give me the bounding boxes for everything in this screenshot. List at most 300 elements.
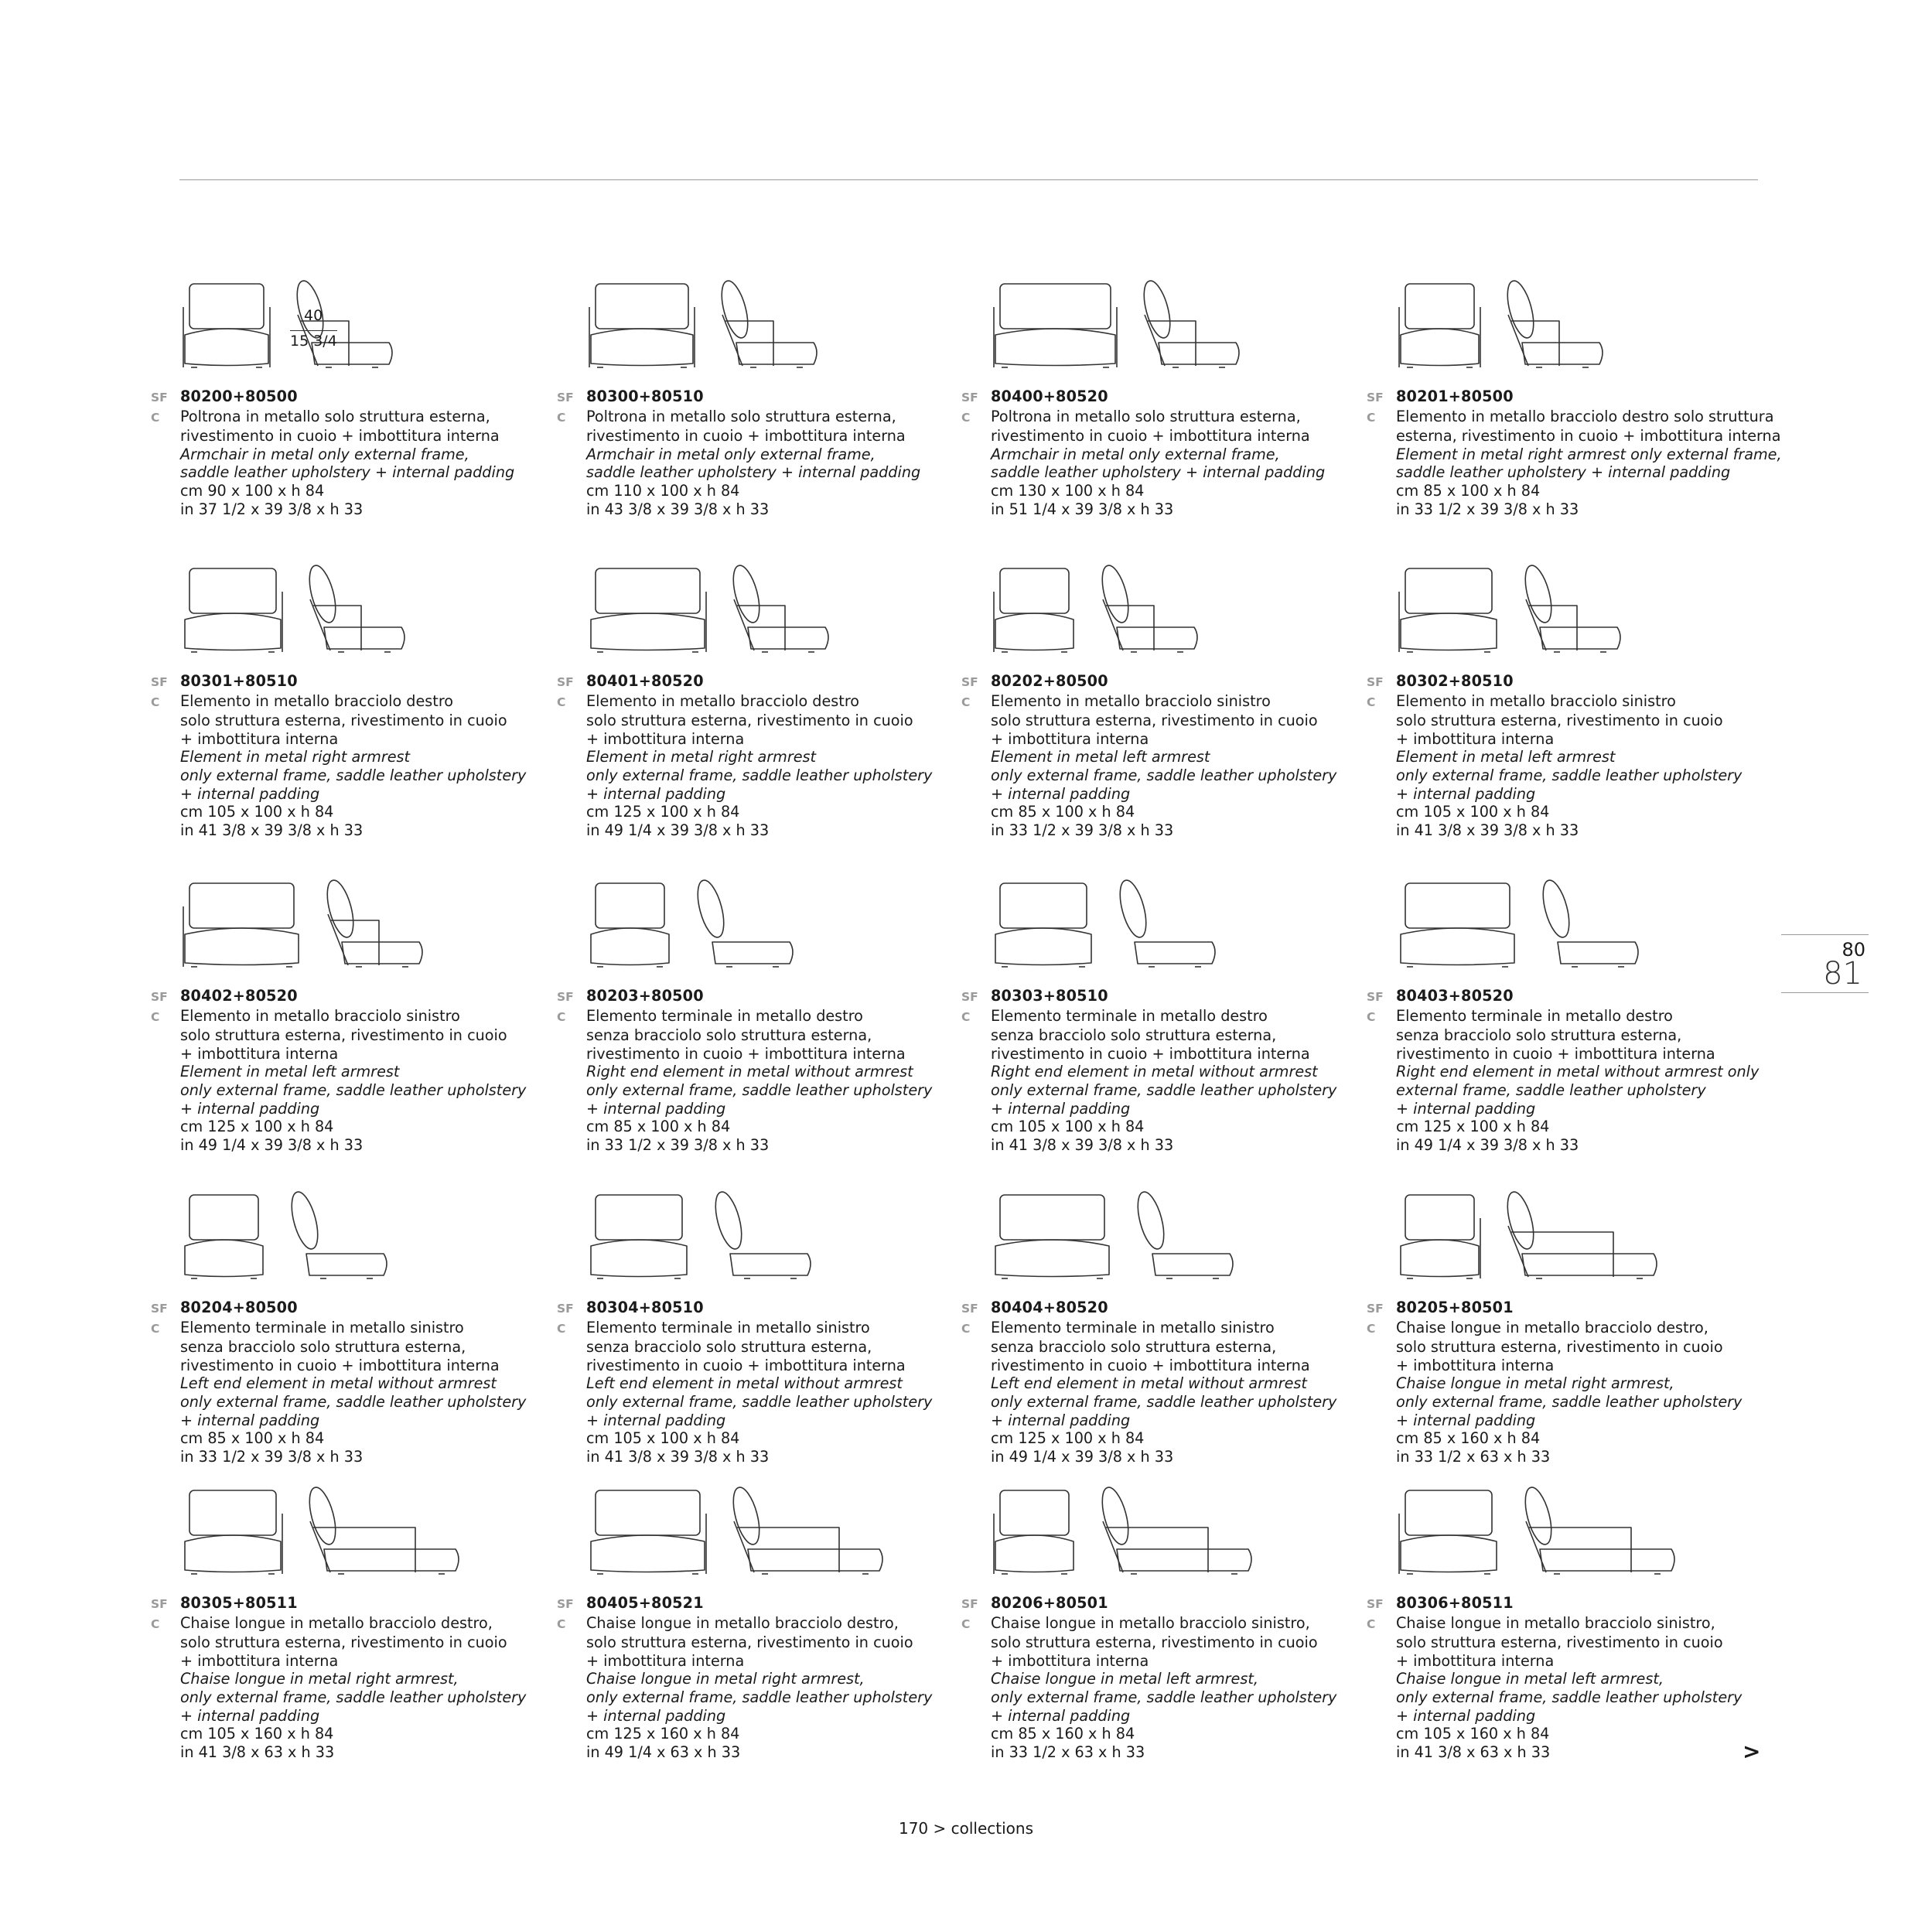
description-en: saddle leather upholstery + internal padding xyxy=(1396,463,1731,482)
description-en: + internal padding xyxy=(180,784,320,803)
c-tag: C xyxy=(961,1321,971,1336)
tag-spacer xyxy=(557,1081,586,1100)
description-it: solo struttura esterna, rivestimento in cuoio xyxy=(180,1026,507,1045)
sf-tag: SF xyxy=(961,1597,978,1611)
tag-spacer xyxy=(961,427,991,445)
description-en: only external frame, saddle leather upholstery xyxy=(180,766,527,784)
description-en: Left end element in metal without armrest xyxy=(586,1374,903,1393)
c-tag: C xyxy=(1367,410,1376,425)
product-code: 80306+80511 xyxy=(1396,1594,1514,1612)
sf-tag: SF xyxy=(1367,1302,1384,1316)
description-en: Chaise longue in metal right armrest, xyxy=(586,1670,865,1688)
product-drawings xyxy=(961,1481,1348,1589)
sf-tag: SF xyxy=(151,391,168,404)
c-tag: C xyxy=(1367,1009,1376,1024)
description-en: + internal padding xyxy=(1396,1411,1536,1429)
dimensions-cm: cm 85 x 100 x h 84 xyxy=(586,1118,731,1136)
description-en: + internal padding xyxy=(991,1099,1131,1118)
product-description xyxy=(1367,387,1782,518)
dimension-top: 40 xyxy=(304,307,323,324)
description-it: + imbottitura interna xyxy=(1396,1651,1555,1670)
product-code: 80301+80510 xyxy=(180,672,298,690)
description-it: senza bracciolo solo struttura esterna, xyxy=(586,1026,872,1045)
description-en: Armchair in metal only external frame, xyxy=(180,445,469,463)
tag-spacer xyxy=(1367,785,1396,804)
product-drawings xyxy=(1367,275,1753,383)
dimensions-cm: cm 105 x 100 x h 84 xyxy=(180,803,334,821)
tag-spacer xyxy=(1367,766,1396,785)
c-tag: C xyxy=(151,410,160,425)
sofa-line-drawing xyxy=(1367,874,1753,982)
product-description xyxy=(961,1299,1348,1466)
description-en: Element in metal right armrest xyxy=(180,748,411,766)
tag-spacer xyxy=(1367,1338,1396,1357)
product-drawings xyxy=(151,275,538,383)
tag-spacer xyxy=(557,482,586,500)
sofa-line-drawing xyxy=(557,275,944,383)
dimensions-cm: cm 105 x 160 x h 84 xyxy=(1396,1725,1550,1743)
dimensions-in: in 49 1/4 x 39 3/8 x h 33 xyxy=(586,821,770,839)
description-it: rivestimento in cuoio + imbottitura interna xyxy=(991,1356,1310,1374)
tag-spacer xyxy=(557,785,586,804)
description-it: Elemento in metallo bracciolo sinistro xyxy=(180,1006,460,1025)
description-en: Right end element in metal without armrest xyxy=(991,1063,1318,1081)
sf-tag: SF xyxy=(961,990,978,1004)
tag-spacer xyxy=(151,1026,180,1045)
sofa-line-drawing xyxy=(1367,1186,1753,1294)
description-it: rivestimento in cuoio + imbottitura interna xyxy=(586,427,906,445)
description-en: only external frame, saddle leather upholstery xyxy=(586,1392,933,1411)
description-en: + internal padding xyxy=(586,784,726,803)
product-drawings xyxy=(961,275,1348,383)
description-it: Elemento terminale in metallo destro xyxy=(991,1006,1268,1025)
tag-spacer xyxy=(151,712,180,730)
dimensions-in: in 33 1/2 x 63 x h 33 xyxy=(1396,1447,1551,1466)
tag-spacer xyxy=(151,500,180,519)
description-en: + internal padding xyxy=(1396,1706,1536,1725)
tag-spacer xyxy=(961,1338,991,1357)
product-code: 80400+80520 xyxy=(991,387,1108,405)
sofa-line-drawing xyxy=(151,275,538,383)
product-description xyxy=(151,1594,538,1761)
sofa-line-drawing xyxy=(1367,1481,1753,1589)
description-it: rivestimento in cuoio + imbottitura interna xyxy=(586,1356,906,1374)
tag-spacer xyxy=(557,1670,586,1688)
description-en: Left end element in metal without armrest xyxy=(991,1374,1307,1393)
tag-spacer xyxy=(151,1670,180,1688)
tag-spacer xyxy=(1367,1026,1396,1045)
product-item xyxy=(151,275,538,518)
dimensions-cm: cm 90 x 100 x h 84 xyxy=(180,481,325,500)
description-it: solo struttura esterna, rivestimento in cuoio xyxy=(180,1633,507,1652)
page-rule-top xyxy=(1781,934,1869,935)
description-it: senza bracciolo solo struttura esterna, xyxy=(991,1026,1277,1045)
description-en: Element in metal left armrest xyxy=(180,1063,400,1081)
c-tag: C xyxy=(151,1009,160,1024)
tag-spacer xyxy=(1367,1136,1396,1155)
product-code: 80403+80520 xyxy=(1396,987,1514,1005)
tag-spacer xyxy=(557,1118,586,1136)
sf-tag: SF xyxy=(557,391,574,404)
description-en: Armchair in metal only external frame, xyxy=(991,445,1280,463)
description-en: only external frame, saddle leather upholstery xyxy=(991,1080,1337,1099)
description-it: senza bracciolo solo struttura esterna, xyxy=(586,1338,872,1357)
product-item xyxy=(151,1481,538,1761)
product-drawings xyxy=(1367,1481,1753,1589)
description-it: Elemento terminale in metallo destro xyxy=(586,1006,863,1025)
description-it: Elemento in metallo bracciolo destro solo struttura xyxy=(1396,407,1774,425)
description-it: esterna, rivestimento in cuoio + imbottitura interna xyxy=(1396,427,1781,445)
product-item xyxy=(1367,1186,1753,1466)
description-it: solo struttura esterna, rivestimento in cuoio xyxy=(180,712,507,730)
tag-spacer xyxy=(557,1743,586,1762)
tag-spacer xyxy=(557,766,586,785)
tag-spacer xyxy=(1367,1063,1396,1081)
product-item xyxy=(557,874,944,1154)
description-en: + internal padding xyxy=(180,1099,320,1118)
tag-spacer xyxy=(961,766,991,785)
page-number-even: 80 xyxy=(1842,939,1865,961)
tag-spacer xyxy=(961,1743,991,1762)
tag-spacer xyxy=(151,730,180,749)
dimensions-in: in 33 1/2 x 39 3/8 x h 33 xyxy=(1396,500,1579,518)
sf-tag: SF xyxy=(961,675,978,689)
product-drawings xyxy=(1367,559,1753,667)
product-drawings xyxy=(557,275,944,383)
sf-tag: SF xyxy=(151,1597,168,1611)
description-en: only external frame, saddle leather upholstery xyxy=(1396,766,1743,784)
tag-spacer xyxy=(557,1393,586,1411)
sf-tag: SF xyxy=(151,1302,168,1316)
dimensions-in: in 49 1/4 x 39 3/8 x h 33 xyxy=(1396,1135,1579,1154)
product-item xyxy=(961,559,1348,839)
tag-spacer xyxy=(557,748,586,766)
description-it: Chaise longue in metallo bracciolo destro, xyxy=(1396,1318,1708,1336)
dimensions-cm: cm 125 x 160 x h 84 xyxy=(586,1725,740,1743)
product-code: 80200+80500 xyxy=(180,387,298,405)
product-description xyxy=(557,1299,944,1466)
product-code: 80201+80500 xyxy=(1396,387,1514,405)
c-tag: C xyxy=(1367,1616,1376,1631)
description-it: solo struttura esterna, rivestimento in cuoio xyxy=(991,1633,1318,1652)
description-en: Right end element in metal without armrest xyxy=(586,1063,913,1081)
product-description xyxy=(151,987,538,1154)
description-en: only external frame, saddle leather upholstery xyxy=(1396,1688,1743,1706)
product-item xyxy=(1367,275,1782,518)
dimensions-cm: cm 85 x 160 x h 84 xyxy=(1396,1429,1541,1448)
product-item xyxy=(151,1186,538,1466)
description-en: saddle leather upholstery + internal padding xyxy=(991,463,1326,482)
product-item xyxy=(557,1481,944,1761)
tag-spacer xyxy=(1367,1725,1396,1743)
c-tag: C xyxy=(151,695,160,709)
tag-spacer xyxy=(557,1429,586,1448)
page-number-box xyxy=(1781,934,1869,993)
sofa-line-drawing xyxy=(151,874,538,982)
tag-spacer xyxy=(151,785,180,804)
tag-spacer xyxy=(961,1136,991,1155)
tag-spacer xyxy=(961,482,991,500)
description-it: + imbottitura interna xyxy=(1396,729,1555,748)
dimensions-cm: cm 105 x 160 x h 84 xyxy=(180,1725,334,1743)
product-drawings xyxy=(151,1481,538,1589)
description-it: Elemento in metallo bracciolo sinistro xyxy=(991,691,1271,710)
product-code: 80405+80521 xyxy=(586,1594,704,1612)
tag-spacer xyxy=(557,1338,586,1357)
description-en: + internal padding xyxy=(1396,784,1536,803)
description-it: Elemento in metallo bracciolo destro xyxy=(180,691,454,710)
product-drawings xyxy=(151,874,538,982)
sf-tag: SF xyxy=(1367,675,1384,689)
product-description xyxy=(1367,987,1760,1154)
tag-spacer xyxy=(557,1652,586,1671)
product-description xyxy=(151,387,538,518)
tag-spacer xyxy=(1367,1670,1396,1688)
tag-spacer xyxy=(961,1100,991,1118)
product-item xyxy=(961,1186,1348,1466)
product-code: 80202+80500 xyxy=(991,672,1108,690)
tag-spacer xyxy=(1367,1411,1396,1430)
sf-tag: SF xyxy=(1367,391,1384,404)
description-en: + internal padding xyxy=(991,1411,1131,1429)
product-item xyxy=(961,275,1348,518)
description-it: rivestimento in cuoio + imbottitura interna xyxy=(991,427,1310,445)
product-description xyxy=(1367,1299,1753,1466)
tag-spacer xyxy=(151,803,180,821)
product-item xyxy=(151,559,538,839)
description-it: rivestimento in cuoio + imbottitura interna xyxy=(180,427,500,445)
description-it: solo struttura esterna, rivestimento in cuoio xyxy=(1396,1338,1723,1357)
dimensions-cm: cm 105 x 100 x h 84 xyxy=(991,1118,1145,1136)
description-en: Element in metal left armrest xyxy=(1396,748,1616,766)
description-en: + internal padding xyxy=(586,1706,726,1725)
description-it: senza bracciolo solo struttura esterna, xyxy=(1396,1026,1682,1045)
description-it: Elemento terminale in metallo sinistro xyxy=(586,1318,870,1336)
c-tag: C xyxy=(557,1321,566,1336)
dimensions-cm: cm 110 x 100 x h 84 xyxy=(586,481,740,500)
tag-spacer xyxy=(1367,1100,1396,1118)
product-code: 80401+80520 xyxy=(586,672,704,690)
tag-spacer xyxy=(961,1429,991,1448)
dimensions-in: in 33 1/2 x 39 3/8 x h 33 xyxy=(991,821,1174,839)
product-code: 80203+80500 xyxy=(586,987,704,1005)
product-drawings xyxy=(557,874,944,982)
tag-spacer xyxy=(961,463,991,482)
page-rule-bottom xyxy=(1781,992,1869,993)
description-en: Element in metal right armrest only external frame, xyxy=(1396,445,1782,463)
tag-spacer xyxy=(1367,730,1396,749)
tag-spacer xyxy=(1367,1707,1396,1725)
tag-spacer xyxy=(961,1670,991,1688)
tag-spacer xyxy=(1367,482,1396,500)
product-item xyxy=(557,275,944,518)
tag-spacer xyxy=(151,445,180,464)
dimensions-cm: cm 85 x 160 x h 84 xyxy=(991,1725,1135,1743)
tag-spacer xyxy=(1367,445,1396,464)
page-number-odd: 81 xyxy=(1823,956,1862,992)
description-it: Elemento terminale in metallo sinistro xyxy=(991,1318,1275,1336)
product-item xyxy=(557,1186,944,1466)
c-tag: C xyxy=(151,1616,160,1631)
sofa-line-drawing xyxy=(151,1481,538,1589)
description-en: only external frame, saddle leather upholstery xyxy=(180,1080,527,1099)
tag-spacer xyxy=(557,1357,586,1375)
tag-spacer xyxy=(151,427,180,445)
description-it: senza bracciolo solo struttura esterna, xyxy=(991,1338,1277,1357)
tag-spacer xyxy=(1367,1688,1396,1707)
product-description xyxy=(557,1594,944,1761)
sf-tag: SF xyxy=(151,675,168,689)
sofa-line-drawing xyxy=(151,1186,538,1294)
dimensions-in: in 41 3/8 x 63 x h 33 xyxy=(1396,1743,1551,1761)
tag-spacer xyxy=(961,712,991,730)
dimensions-in: in 41 3/8 x 39 3/8 x h 33 xyxy=(180,821,364,839)
tag-spacer xyxy=(1367,1743,1396,1762)
product-description xyxy=(151,1299,538,1466)
product-code: 80304+80510 xyxy=(586,1299,704,1316)
tag-spacer xyxy=(1367,748,1396,766)
tag-spacer xyxy=(151,1743,180,1762)
tag-spacer xyxy=(151,1100,180,1118)
product-code: 80205+80501 xyxy=(1396,1299,1514,1316)
tag-spacer xyxy=(961,1652,991,1671)
tag-spacer xyxy=(557,427,586,445)
sofa-line-drawing xyxy=(557,1186,944,1294)
tag-spacer xyxy=(557,1026,586,1045)
product-item xyxy=(1367,874,1760,1154)
tag-spacer xyxy=(557,500,586,519)
description-it: + imbottitura interna xyxy=(180,1044,339,1063)
tag-spacer xyxy=(961,500,991,519)
tag-spacer xyxy=(961,730,991,749)
product-description xyxy=(151,672,538,839)
sofa-line-drawing xyxy=(1367,559,1753,667)
product-description xyxy=(557,387,944,518)
tag-spacer xyxy=(961,1725,991,1743)
description-it: rivestimento in cuoio + imbottitura interna xyxy=(991,1044,1310,1063)
dimensions-cm: cm 85 x 100 x h 84 xyxy=(180,1429,325,1448)
dimensions-cm: cm 125 x 100 x h 84 xyxy=(586,803,740,821)
tag-spacer xyxy=(151,1045,180,1063)
description-en: Right end element in metal without armrest only xyxy=(1396,1063,1760,1081)
product-drawings xyxy=(557,1186,944,1294)
tag-spacer xyxy=(961,1026,991,1045)
tag-spacer xyxy=(1367,1357,1396,1375)
c-tag: C xyxy=(1367,1321,1376,1336)
description-en: + internal padding xyxy=(586,1099,726,1118)
description-en: only external frame, saddle leather upholstery xyxy=(991,1688,1337,1706)
tag-spacer xyxy=(151,1652,180,1671)
product-code: 80404+80520 xyxy=(991,1299,1108,1316)
description-it: solo struttura esterna, rivestimento in cuoio xyxy=(1396,712,1723,730)
sofa-line-drawing xyxy=(557,559,944,667)
tag-spacer xyxy=(557,1045,586,1063)
tag-spacer xyxy=(1367,821,1396,840)
c-tag: C xyxy=(961,1009,971,1024)
product-drawings xyxy=(961,559,1348,667)
tag-spacer xyxy=(1367,1118,1396,1136)
description-it: Elemento in metallo bracciolo sinistro xyxy=(1396,691,1676,710)
product-drawings xyxy=(961,874,1348,982)
product-item xyxy=(151,874,538,1154)
product-description xyxy=(1367,1594,1753,1761)
sf-tag: SF xyxy=(1367,990,1384,1004)
tag-spacer xyxy=(151,1633,180,1652)
dimensions-cm: cm 125 x 100 x h 84 xyxy=(180,1118,334,1136)
tag-spacer xyxy=(961,445,991,464)
description-en: Armchair in metal only external frame, xyxy=(586,445,876,463)
tag-spacer xyxy=(151,1411,180,1430)
product-code: 80305+80511 xyxy=(180,1594,298,1612)
c-tag: C xyxy=(961,695,971,709)
tag-spacer xyxy=(151,1063,180,1081)
dimensions-in: in 33 1/2 x 39 3/8 x h 33 xyxy=(586,1135,770,1154)
next-page-arrow[interactable]: > xyxy=(1743,1739,1761,1764)
tag-spacer xyxy=(557,1707,586,1725)
description-it: senza bracciolo solo struttura esterna, xyxy=(180,1338,466,1357)
dimension-bottom: 15 3/4 xyxy=(290,330,337,350)
product-drawings xyxy=(557,559,944,667)
product-drawings xyxy=(1367,1186,1753,1294)
description-en: only external frame, saddle leather upholstery xyxy=(586,1080,933,1099)
tag-spacer xyxy=(151,1707,180,1725)
tag-spacer xyxy=(557,463,586,482)
tag-spacer xyxy=(1367,1448,1396,1466)
description-it: Chaise longue in metallo bracciolo destro, xyxy=(586,1613,899,1632)
description-en: + internal padding xyxy=(180,1706,320,1725)
tag-spacer xyxy=(1367,1374,1396,1393)
sofa-line-drawing xyxy=(1367,275,1753,383)
description-it: Poltrona in metallo solo struttura esterna, xyxy=(991,407,1301,425)
sf-tag: SF xyxy=(1367,1597,1384,1611)
tag-spacer xyxy=(1367,1045,1396,1063)
dimensions-in: in 33 1/2 x 39 3/8 x h 33 xyxy=(180,1447,364,1466)
tag-spacer xyxy=(961,821,991,840)
dimensions-cm: cm 130 x 100 x h 84 xyxy=(991,481,1145,500)
tag-spacer xyxy=(961,1374,991,1393)
tag-spacer xyxy=(961,1448,991,1466)
tag-spacer xyxy=(1367,500,1396,519)
description-it: Poltrona in metallo solo struttura esterna, xyxy=(180,407,490,425)
product-description xyxy=(557,672,944,839)
tag-spacer xyxy=(557,1411,586,1430)
tag-spacer xyxy=(557,1136,586,1155)
product-code: 80402+80520 xyxy=(180,987,298,1005)
tag-spacer xyxy=(1367,1652,1396,1671)
sofa-line-drawing xyxy=(557,1481,944,1589)
description-en: Chaise longue in metal right armrest, xyxy=(1396,1374,1674,1393)
description-en: saddle leather upholstery + internal padding xyxy=(586,463,921,482)
dimensions-cm: cm 105 x 100 x h 84 xyxy=(1396,803,1550,821)
description-it: + imbottitura interna xyxy=(991,729,1149,748)
tag-spacer xyxy=(151,1136,180,1155)
page-footer: 170 > collections xyxy=(898,1819,1034,1838)
description-it: + imbottitura interna xyxy=(991,1651,1149,1670)
tag-spacer xyxy=(557,712,586,730)
tag-spacer xyxy=(151,821,180,840)
description-it: + imbottitura interna xyxy=(180,1651,339,1670)
tag-spacer xyxy=(151,1688,180,1707)
dimensions-cm: cm 125 x 100 x h 84 xyxy=(1396,1118,1550,1136)
top-rule xyxy=(179,179,1758,180)
sf-tag: SF xyxy=(151,990,168,1004)
c-tag: C xyxy=(961,410,971,425)
description-it: rivestimento in cuoio + imbottitura interna xyxy=(586,1044,906,1063)
product-item xyxy=(1367,559,1753,839)
product-description xyxy=(557,987,944,1154)
description-en: + internal padding xyxy=(1396,1099,1536,1118)
sf-tag: SF xyxy=(557,1597,574,1611)
